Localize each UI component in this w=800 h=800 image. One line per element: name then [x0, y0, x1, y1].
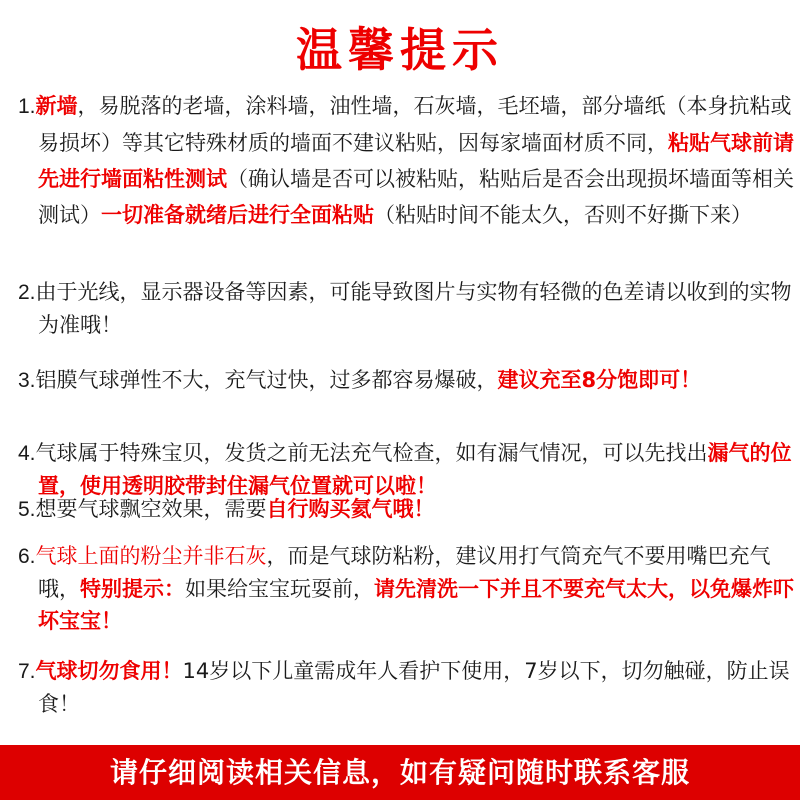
tip-number: 2.: [18, 281, 36, 304]
tip-text: [36, 497, 435, 521]
tip-highlight: 新墙: [35, 94, 78, 118]
tip-highlight: 气球切勿食用！: [35, 659, 183, 683]
tip-highlight: 一切准备就绪后进行全面粘贴: [101, 203, 374, 227]
page-title: 温馨提示: [296, 23, 504, 77]
tip-text: [36, 94, 794, 227]
tip-segment: （粘贴时间不能太久，否则不好撕下来）: [374, 203, 752, 227]
tip-text: [36, 368, 702, 392]
tip-item-2: [18, 276, 800, 341]
tip-text: [36, 441, 792, 498]
tip-text: [36, 544, 794, 633]
tip-segment: 由于光线，显示器设备等因素，可能导致图片与实物有轻微的色差请以收到的实物为准哦！: [35, 280, 792, 337]
tip-segment: 如果给宝宝玩耍前，: [185, 577, 374, 601]
tip-item-6: [18, 540, 800, 637]
contact-banner: 请仔细阅读相关信息，如有疑问随时联系客服: [0, 745, 800, 800]
tip-number: 3.: [18, 369, 36, 392]
tip-number: 6.: [18, 545, 36, 568]
tip-number: 5.: [18, 498, 36, 521]
tip-highlight: 建议充至8分饱即可！: [497, 368, 702, 392]
tip-number: 1.: [18, 95, 36, 118]
tip-highlight: 气球上面的粉尘并非石灰: [35, 544, 267, 568]
tip-highlight: 特别提示：: [80, 577, 185, 601]
tip-highlight: 漏气的位置，使用透明胶带封住漏气位置就可以啦！: [38, 441, 792, 498]
tip-highlight: 粘贴气球前请先进行墙面粘性测试: [38, 131, 794, 191]
tip-item-1: [18, 88, 800, 233]
tip-highlight: 请先清洗一下并且不要充气太大，以免爆炸吓坏宝宝！: [38, 577, 794, 633]
tip-segment: ，易脱落的老墙，涂料墙，油性墙，石灰墙，毛坯墙，部分墙纸（本身抗粘或易损坏）等其它特殊材质的墙面不建议粘贴，因每家墙面材质不同，: [38, 94, 792, 155]
tip-segment: （确认墙是否可以被粘贴，粘贴后是否会出现损坏墙面等相关测试）: [38, 167, 794, 227]
tip-segment: 14岁以下儿童需成年人看护下使用，7岁以下，切勿触碰，防止误食！: [38, 659, 790, 716]
tip-segment: 气球属于特殊宝贝，发货之前无法充气检查，如有漏气情况，可以先找出: [35, 441, 708, 465]
tip-text: [36, 659, 790, 716]
tip-text: [36, 280, 792, 337]
tip-segment: 想要气球飘空效果，需要: [35, 497, 267, 521]
tip-item-5: [18, 493, 800, 526]
tip-highlight: 自行购买氦气哦！: [266, 497, 435, 521]
tip-number: 4.: [18, 442, 36, 465]
tip-segment: 铝膜气球弹性不大，充气过快，过多都容易爆破，: [35, 368, 498, 392]
tip-item-7: [18, 655, 800, 720]
tip-number: 7.: [18, 660, 36, 683]
tip-segment: ，而是气球防粘粉，建议用打气筒充气不要用嘴巴充气哦，: [38, 544, 771, 601]
tip-item-3: [18, 364, 800, 397]
